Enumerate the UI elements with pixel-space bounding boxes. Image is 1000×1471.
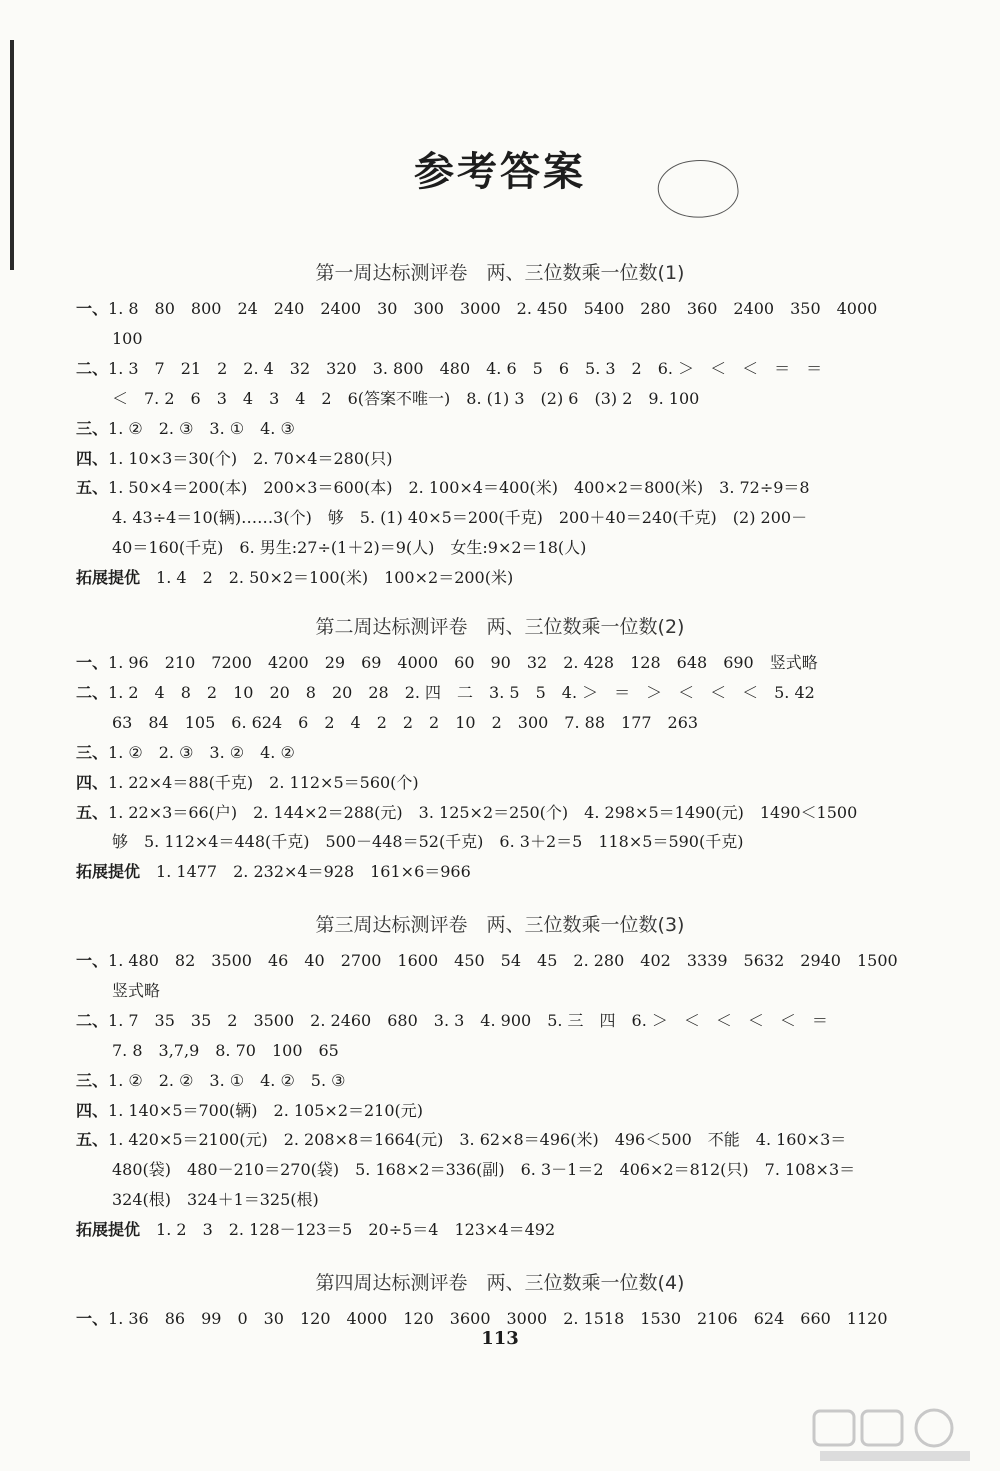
answer-line — [76, 950, 930, 972]
question-label: 拓展提优 — [76, 1220, 141, 1240]
question-label: 四、 — [76, 1100, 109, 1120]
answer-text: 1. 4 2 2. 50×2＝100(米) 100×2＝200(米) — [156, 568, 514, 588]
answer-text: 4. 43÷4＝10(辆)……3(个) 够 5. (1) 40×5＝200(千克) 200＋40＝240(千克) (2) 200－ — [112, 508, 808, 528]
answer-line — [76, 1070, 930, 1092]
answer-text: 够 5. 112×4＝448(千克) 500－448＝52(千克) 6. 3＋2＝5 118×5＝590(千克) — [112, 832, 744, 852]
question-label: 二、 — [76, 1010, 109, 1030]
section-heading: 第四周达标测评卷 两、三位数乘一位数(4) — [315, 1272, 685, 1294]
answer-line — [76, 1010, 930, 1032]
answer-text: 1. 420×5＝2100(元) 2. 208×8＝1664(元) 3. 62×8＝496(米) 496＜500 不能 4. 160×3＝ — [108, 1130, 847, 1150]
question-label: 五、 — [76, 1130, 109, 1150]
question-label: 拓展提优 — [76, 568, 141, 588]
answer-line — [112, 1040, 930, 1062]
section-heading: 第一周达标测评卷 两、三位数乘一位数(1) — [315, 262, 685, 284]
question-label: 拓展提优 — [76, 862, 141, 882]
answer-text: 1. 8 80 800 24 240 2400 30 300 3000 2. 450 5400 280 360 2400 350 4000 — [108, 299, 878, 318]
answer-text: 480(袋) 480－210＝270(袋) 5. 168×2＝336(副) 6. 3－1＝2 406×2＝812(只) 7. 108×3＝ — [112, 1160, 856, 1180]
answer-text: 1. 96 210 7200 4200 29 69 4000 60 90 32 2. 428 128 648 690 竖式略 — [108, 653, 818, 672]
answer-line — [76, 802, 930, 824]
answer-line — [112, 388, 930, 410]
question-label: 一、 — [76, 1309, 109, 1328]
answer-text: 1. 2 3 2. 128－123＝5 20÷5＝4 123×4＝492 — [156, 1220, 556, 1240]
answer-text: 1. ② 2. ③ 3. ② 4. ② — [108, 742, 295, 762]
question-label: 三、 — [76, 742, 109, 762]
answer-text: 1. 480 82 3500 46 40 2700 1600 450 54 45 2. 280 402 3339 5632 2940 1500 — [108, 951, 898, 970]
question-label: 一、 — [76, 299, 109, 318]
answer-text: 1. 140×5＝700(辆) 2. 105×2＝210(元) — [108, 1100, 424, 1120]
watermark-logo-icon — [810, 1405, 980, 1465]
answer-text: 324(根) 324＋1＝325(根) — [112, 1190, 319, 1210]
answer-line — [76, 418, 930, 440]
section-heading: 第二周达标测评卷 两、三位数乘一位数(2) — [315, 616, 685, 638]
answer-line — [76, 742, 930, 764]
question-label: 四、 — [76, 448, 109, 468]
question-label: 三、 — [76, 418, 109, 438]
answer-line — [112, 537, 930, 559]
answer-line — [112, 980, 930, 1002]
question-label: 五、 — [76, 478, 109, 498]
answer-line — [76, 358, 930, 380]
answer-text: 竖式略 — [112, 980, 161, 1000]
answer-line — [112, 712, 930, 734]
answer-line — [76, 652, 930, 674]
answer-line — [76, 448, 930, 470]
answer-text: 100 — [112, 328, 143, 348]
answer-line — [76, 682, 930, 704]
section-heading: 第三周达标测评卷 两、三位数乘一位数(3) — [315, 914, 685, 936]
answer-text: 1. 22×4＝88(千克) 2. 112×5＝560(个) — [108, 772, 419, 792]
page-number: 113 — [481, 1328, 519, 1349]
question-label: 四、 — [76, 772, 109, 792]
answer-text: 1. 50×4＝200(本) 200×3＝600(本) 2. 100×4＝400(米) 400×2＝800(米) 3. 72÷9＝8 — [108, 478, 810, 498]
answer-line — [76, 1129, 930, 1151]
question-label: 二、 — [76, 358, 109, 378]
answer-text: 7. 8 3,7,9 8. 70 100 65 — [112, 1040, 339, 1060]
answer-text: 1. 22×3＝66(户) 2. 144×2＝288(元) 3. 125×2＝250(个) 4. 298×5＝1490(元) 1490＜1500 — [108, 802, 858, 822]
question-label: 五、 — [76, 802, 109, 822]
question-label: 二、 — [76, 682, 109, 702]
answer-text: 40＝160(千克) 6. 男生:27÷(1＋2)＝9(人) 女生:9×2＝18(人) — [112, 538, 587, 558]
answer-line — [76, 1219, 930, 1241]
answer-line — [76, 861, 930, 883]
answer-text: 1. 1477 2. 232×4＝928 161×6＝966 — [156, 862, 471, 882]
answer-line — [76, 772, 930, 794]
answer-text: 1. ② 2. ② 3. ① 4. ② 5. ③ — [108, 1070, 346, 1090]
answer-line — [76, 567, 930, 589]
answer-text: 1. 7 35 35 2 3500 2. 2460 680 3. 3 4. 900 5. 三 四 6. ＞ ＜ ＜ ＜ ＜ ＝ — [108, 1010, 828, 1030]
answer-line — [112, 328, 930, 350]
question-label: 一、 — [76, 951, 109, 970]
question-label: 一、 — [76, 653, 109, 672]
answer-line — [112, 1189, 930, 1211]
answer-text: ＜ 7. 2 6 3 4 3 4 2 6(答案不唯一) 8. (1) 3 (2) 6 (3) 2 9. 100 — [112, 388, 700, 408]
answer-line — [112, 831, 930, 853]
page-title: 参考答案 — [414, 148, 586, 195]
answer-text: 1. 10×3＝30(个) 2. 70×4＝280(只) — [108, 448, 393, 468]
answer-text: 1. 3 7 21 2 2. 4 32 320 3. 800 480 4. 6 5 6 5. 3 2 6. ＞ ＜ ＜ ＝ ＝ — [108, 358, 823, 378]
answer-text: 1. 36 86 99 0 30 120 4000 120 3600 3000 2. 1518 1530 2106 624 660 1120 — [108, 1309, 888, 1328]
question-label: 三、 — [76, 1070, 109, 1090]
answer-text: 63 84 105 6. 624 6 2 4 2 2 2 10 2 300 7. 88 177 263 — [112, 712, 699, 732]
answer-text: 1. ② 2. ③ 3. ① 4. ③ — [108, 418, 295, 438]
answer-line — [76, 1308, 930, 1330]
answer-text: 1. 2 4 8 2 10 20 8 20 28 2. 四 二 3. 5 5 4. ＞ ＝ ＞ ＜ ＜ ＜ 5. 42 — [108, 682, 815, 702]
answer-line — [76, 477, 930, 499]
answer-line — [112, 1159, 930, 1181]
answer-line — [76, 1100, 930, 1122]
answer-line — [76, 298, 930, 320]
answer-line — [112, 507, 930, 529]
